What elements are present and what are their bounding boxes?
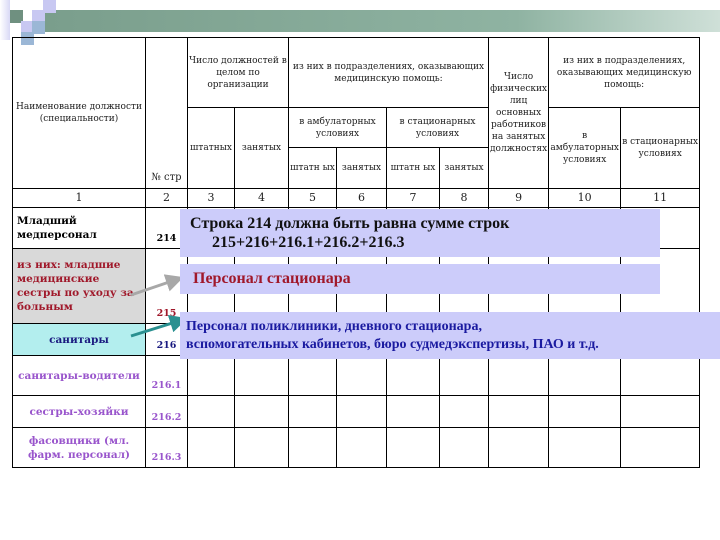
header-persons: Число физических лиц основных работников на занятых должностях: [489, 38, 549, 189]
header-occupied-in: занятых: [440, 148, 489, 189]
header-staff-in: штатн ых: [387, 148, 440, 189]
row-name: Младший медперсонал: [13, 208, 146, 249]
header-inpatient: в стационарных условиях: [387, 108, 489, 148]
col-number: 10: [549, 189, 621, 208]
row-name: из них: младшие медицинские сестры по уходу за больным: [13, 249, 146, 324]
col-number: 4: [235, 189, 289, 208]
header-name: Наименование должности (специальности): [13, 38, 146, 189]
col-number: 1: [13, 189, 146, 208]
row-name: санитары: [13, 324, 146, 356]
arrow-icon: [131, 320, 182, 336]
col-number: 8: [440, 189, 489, 208]
header-positions-total: Число должностей в целом по организации: [188, 38, 289, 108]
row-name: фасовщики (мл. фарм. персонал): [13, 428, 146, 468]
callout-clinic-staff: [180, 312, 720, 359]
arrow-icon: [131, 279, 178, 295]
header-staff: штатных: [188, 108, 235, 189]
callout-inpatient-staff: Персонал стационара: [180, 264, 660, 294]
row-number: 216: [146, 324, 188, 356]
callout-text: вспомогательных кабинетов, бюро судмедэкспертизы, ПАО и т.д.: [186, 337, 599, 352]
header-outpatient-2: в амбулаторных условиях: [549, 108, 621, 189]
col-number: 7: [387, 189, 440, 208]
col-number: 5: [289, 189, 337, 208]
row-number: 215: [146, 249, 188, 324]
callout-sum-rule: [180, 209, 660, 257]
header-occupied: занятых: [235, 108, 289, 189]
row-number: 216.1: [146, 356, 188, 396]
row-name: сестры-хозяйки: [13, 396, 146, 428]
header-row-no: № стр: [146, 38, 188, 189]
header-inpatient-2: в стационарных условиях: [621, 108, 700, 189]
header-outpatient: в амбулаторных условиях: [289, 108, 387, 148]
header-of-which-units: из них в подразделениях, оказывающих медицинскую помощь:: [289, 38, 489, 108]
callout-text: Персонал поликлиники, дневного стационара,: [186, 319, 482, 334]
col-number: 2: [146, 189, 188, 208]
col-number: 6: [337, 189, 387, 208]
callout-text: Строка 214 должна быть равна сумме строк: [190, 215, 510, 232]
row-number: 216.2: [146, 396, 188, 428]
row-number: 214: [146, 208, 188, 249]
col-number: 9: [489, 189, 549, 208]
header-occupied-out: занятых: [337, 148, 387, 189]
col-number: 11: [621, 189, 700, 208]
header-staff-out: штатн ых: [289, 148, 337, 189]
row-name: санитары-водители: [13, 356, 146, 396]
callout-text: 215+216+216.1+216.2+216.3: [212, 234, 405, 251]
col-number: 3: [188, 189, 235, 208]
row-number: 216.3: [146, 428, 188, 468]
header-of-which-units-2: из них в подразделениях, оказывающих медицинскую помощь:: [549, 38, 700, 108]
